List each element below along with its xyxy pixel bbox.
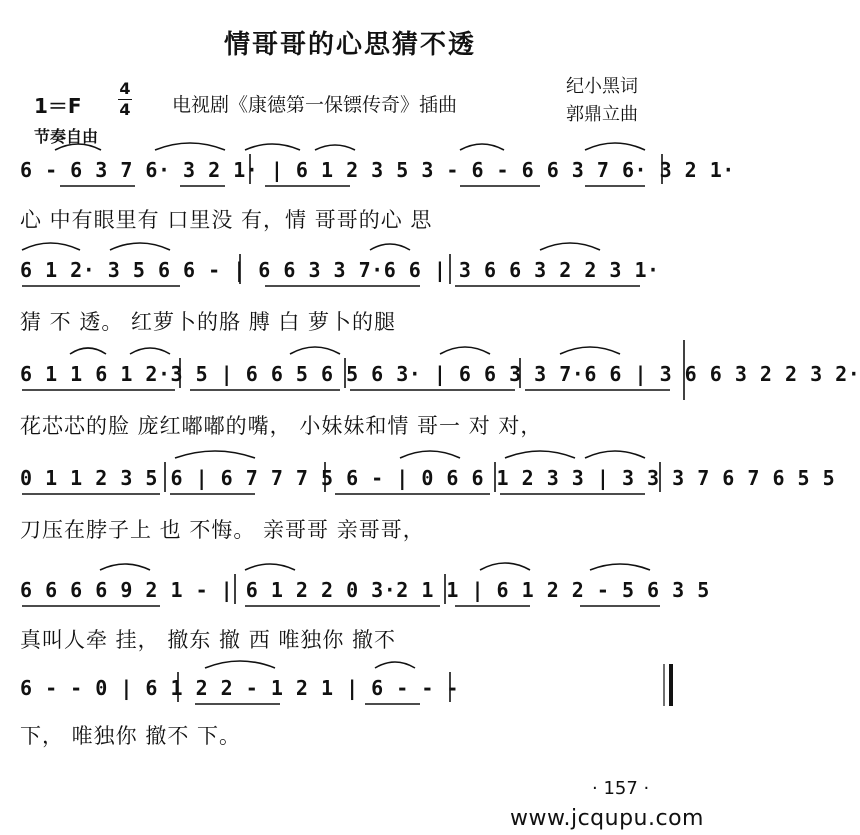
notation-line-1: 6 - 6 3 7 6· 3 2 1· | 6 1 2 3 5 3 - 6 - 6 6 3 7 6· 3 2 1· xyxy=(20,158,735,182)
notation-line-3: 6 1 1 6 1 2·3 5 | 6 6 5 6 5 6 3· | 6 6 3 3 7·6 6 | 3 6 6 3 2 2 3 2· xyxy=(20,362,860,386)
notation-line-4: 0 1 1 2 3 5 6 | 6 7 7 7 5 6 - | 0 6 6 1 2 3 3 | 3 3 3 7 6 7 6 5 5 xyxy=(20,466,836,490)
slur xyxy=(100,564,150,570)
slur xyxy=(585,451,645,458)
notation-line-6: 6 - - 0 | 6 1 2 2 - 1 2 1 | 6 - - - xyxy=(20,676,459,700)
key-signature: 1＝F xyxy=(34,94,82,118)
page-number: · 157 · xyxy=(592,778,650,799)
slur xyxy=(540,243,600,250)
lyrics-line-1: 心 中有眼里有 口里没 有，情 哥哥的心 思 xyxy=(20,208,433,232)
slur xyxy=(290,347,340,354)
slur xyxy=(400,451,460,458)
subtitle: 电视剧《康德第一保镖传奇》插曲 xyxy=(172,94,458,116)
time-signature xyxy=(118,80,132,119)
slur xyxy=(110,243,170,250)
composer-credit: 郭鼎立曲 xyxy=(566,104,638,125)
slur xyxy=(585,143,645,150)
lyrics-line-4: 刀压在脖子上 也 不悔。 亲哥哥 亲哥哥， xyxy=(20,518,425,542)
watermark: www.jcqupu.com xyxy=(510,806,704,831)
slur xyxy=(70,348,106,354)
slur xyxy=(560,347,620,354)
lyrics-line-3: 花芯芯的脸 庞红嘟嘟的嘴， 小妹妹和情 哥一 对 对， xyxy=(20,414,543,438)
meter-bottom: 4 xyxy=(119,100,131,119)
notation-line-2: 6 1 2· 3 5 6 6 - | 6 6 3 3 7·6 6 | 3 6 6 3 2 2 3 1· xyxy=(20,258,660,282)
slur xyxy=(460,144,504,150)
lyrics-line-6: 下， 唯独你 撤不 下。 xyxy=(20,724,242,748)
slur xyxy=(375,662,415,668)
slur xyxy=(440,347,490,354)
song-title: 情哥哥的心思猜不透 xyxy=(223,30,476,60)
slur xyxy=(590,564,650,570)
notation-line-5: 6 6 6 6 9 2 1 - | 6 1 2 2 0 3·2 1 1 | 6 1 2 2 - 5 6 3 5 xyxy=(20,578,710,602)
slur xyxy=(245,564,295,570)
slur xyxy=(480,563,530,570)
slur xyxy=(175,451,255,458)
meter-top: 4 xyxy=(119,79,131,98)
slur xyxy=(315,145,355,150)
slur xyxy=(245,144,300,150)
slur xyxy=(155,143,225,150)
lyrics-line-2: 猜 不 透。 红萝卜的胳 膊 白 萝卜的腿 xyxy=(20,310,397,334)
slur xyxy=(130,348,170,354)
lyrics-line-5: 真叫人牵 挂， 撤东 撤 西 唯独你 撤不 xyxy=(20,628,397,652)
slur xyxy=(205,661,275,668)
lyricist-credit: 纪小黑词 xyxy=(566,76,638,97)
tempo-marking: 节奏自由 xyxy=(34,127,99,146)
slur xyxy=(22,243,80,250)
slur xyxy=(505,451,575,458)
slur xyxy=(370,244,410,250)
